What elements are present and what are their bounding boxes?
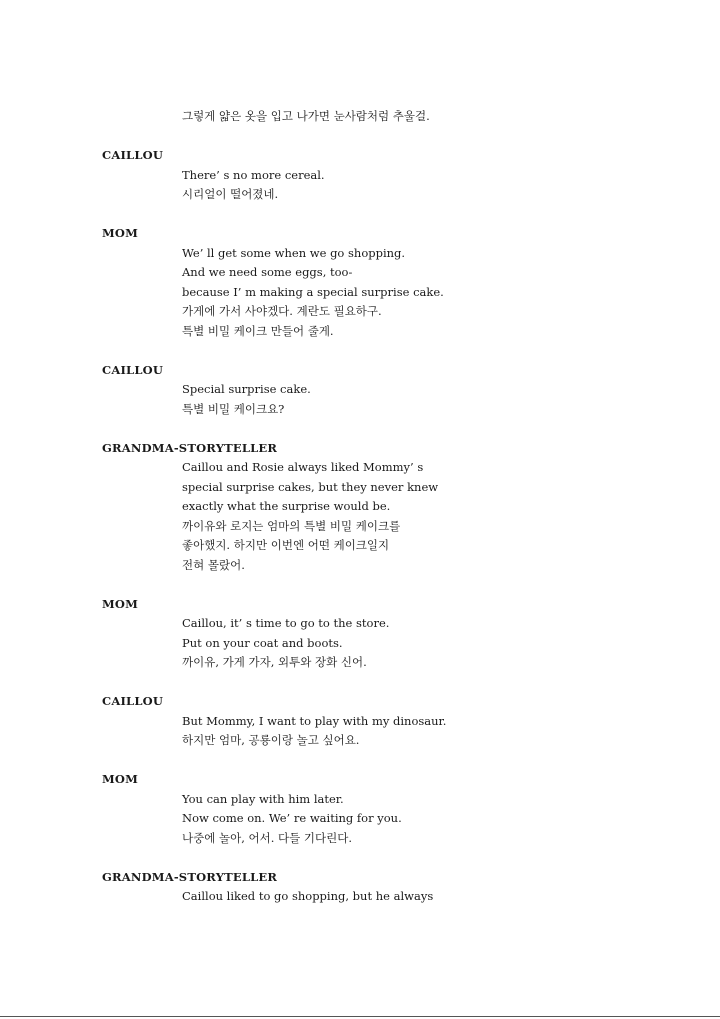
block-spacer <box>0 127 720 147</box>
block-spacer <box>0 419 720 439</box>
speaker-name: CAILLOU <box>102 362 164 377</box>
dialogue-line: special surprise cakes, but they never knew <box>182 479 439 494</box>
dialogue-line: exactly what the surprise would be. <box>182 499 391 513</box>
speaker-name: MOM <box>102 772 139 786</box>
dialogue-line: 좋아했지. 하지만 이번엔 어떤 케이크일지 <box>182 538 390 552</box>
dialogue-line: And we need some eggs, too- <box>182 265 353 279</box>
dialogue-line: There’ s no more cereal. <box>182 167 325 182</box>
speaker-name: GRANDMA-STORYTELLER <box>102 869 278 884</box>
dialogue-line: 전혀 몰랐어. <box>182 557 245 572</box>
speaker-name: CAILLOU <box>102 694 164 708</box>
dialogue-line: 까이유, 가게 가자, 외투와 장화 신어. <box>182 655 367 669</box>
dialogue-line: Put on your coat and boots. <box>182 635 343 650</box>
bottom-page-edge <box>0 1016 720 1017</box>
block-spacer <box>0 751 720 771</box>
dialogue-line: 나중에 놀아, 어서. 다들 기다린다. <box>182 830 353 845</box>
dialogue-line: 하지만 엄마, 공룡이랑 놀고 싶어요. <box>182 733 360 747</box>
speaker-name: CAILLOU <box>102 148 164 162</box>
dialogue-line: Special surprise cake. <box>182 382 311 396</box>
block-spacer <box>0 341 720 361</box>
dialogue-line: 특별 비밀 케이크 만들어 줄게. <box>182 323 334 338</box>
dialogue-line: Caillou and Rosie always liked Mommy’ s <box>182 460 424 474</box>
dialogue-line: Caillou liked to go shopping, but he always <box>182 889 434 903</box>
dialogue-line: We’ ll get some when we go shopping. <box>182 245 406 260</box>
dialogue-line: But Mommy, I want to play with my dinosaur. <box>182 713 447 728</box>
speaker-name: GRANDMA-STORYTELLER <box>102 440 278 455</box>
dialogue-line: Caillou, it’ s time to go to the store. <box>182 616 390 630</box>
dialogue-line: 까이유와 로지는 엄마의 특별 비밀 케이크를 <box>182 518 401 533</box>
dialogue-line: 시리얼이 떨어졌네. <box>182 187 279 201</box>
dialogue-line: 가게에 가서 사야겠다. 계란도 필요하구. <box>182 304 382 318</box>
dialogue-line: 그렇게 얇은 옷을 입고 나가면 눈사람처럼 추울걸. <box>182 109 430 123</box>
speaker-name: MOM <box>102 226 139 240</box>
script-body <box>0 107 720 907</box>
block-spacer <box>0 575 720 595</box>
block-spacer <box>0 848 720 868</box>
dialogue-line: because I’ m making a special surprise cake. <box>182 284 444 299</box>
block-spacer <box>0 205 720 225</box>
dialogue-line: 특별 비밀 케이크요? <box>182 401 285 416</box>
dialogue-line: Now come on. We’ re waiting for you. <box>182 811 402 825</box>
block-spacer <box>0 673 720 693</box>
dialogue-line: You can play with him later. <box>182 791 344 806</box>
speaker-name: MOM <box>102 596 139 611</box>
